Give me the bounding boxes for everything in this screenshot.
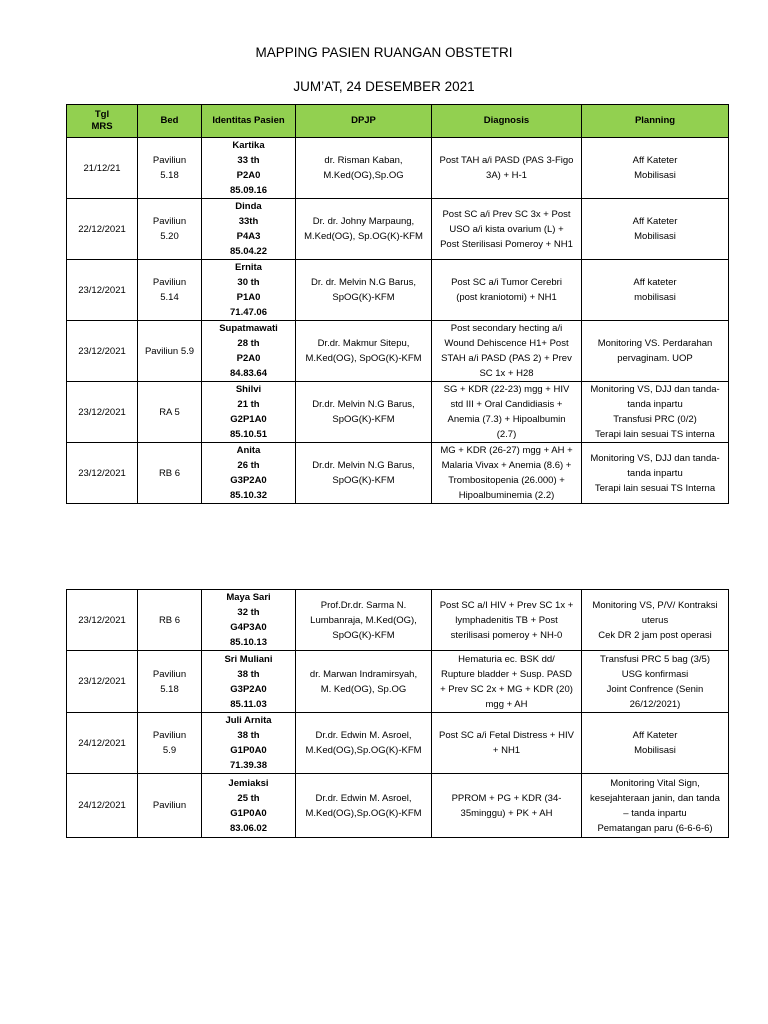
patient-age: 26 th <box>237 460 260 471</box>
cell-planning: Aff Kateter Mobilisasi <box>582 713 729 774</box>
cell-tgl-mrs: 23/12/2021 <box>67 651 138 713</box>
patient-name: Supatmawati <box>219 323 278 334</box>
cell-planning: Monitoring VS, P/V/ Kontraksi uterus Cek DR 2 jam post operasi <box>582 590 729 651</box>
cell-identitas-pasien <box>202 590 296 651</box>
cell-bed: Paviliun <box>138 774 202 838</box>
cell-dpjp: dr. Risman Kaban, M.Ked(OG),Sp.OG <box>296 138 432 199</box>
cell-dpjp: Dr.dr. Melvin N.G Barus, SpOG(K)-KFM <box>296 443 432 504</box>
patient-name: Kartika <box>232 140 265 151</box>
cell-dpjp: Dr.dr. Edwin M. Asroel, M.Ked(OG),Sp.OG(K)-KFM <box>296 713 432 774</box>
patient-name: Juli Arnita <box>225 715 272 726</box>
cell-identitas-pasien <box>202 260 296 321</box>
cell-diagnosis: Post SC a/I HIV + Prev SC 1x + lymphadenitis TB + Post sterilisasi pomeroy + NH-0 <box>432 590 582 651</box>
cell-tgl-mrs: 23/12/2021 <box>67 443 138 504</box>
patient-age: 28 th <box>237 338 260 349</box>
cell-bed: Paviliun 5.9 <box>138 321 202 382</box>
patient-age: 32 th <box>237 607 260 618</box>
table-row <box>67 199 729 260</box>
patient-obstetric-status: P1A0 <box>236 292 261 303</box>
cell-diagnosis: MG + KDR (26-27) mgg + AH + Malaria Vivax + Anemia (8.6) + Trombositopenia (26.000) + Hipoalbuminemia (2.2) <box>432 443 582 504</box>
cell-tgl-mrs: 24/12/2021 <box>67 713 138 774</box>
patient-record-number: 71.39.38 <box>230 760 267 771</box>
cell-tgl-mrs: 23/12/2021 <box>67 382 138 443</box>
cell-identitas-pasien <box>202 138 296 199</box>
cell-planning: Monitoring VS, DJJ dan tanda- tanda inpartu Transfusi PRC (0/2) Terapi lain sesuai TS interna <box>582 382 729 443</box>
patient-age: 33th <box>238 216 259 227</box>
table-row <box>67 590 729 651</box>
patient-table-1 <box>66 104 729 504</box>
cell-bed: Paviliun 5.20 <box>138 199 202 260</box>
cell-planning: Transfusi PRC 5 bag (3/5) USG konfirmasi Joint Confrence (Senin 26/12/2021) <box>582 651 729 713</box>
patient-record-number: 85.10.51 <box>230 429 267 440</box>
table-row <box>67 382 729 443</box>
patient-record-number: 85.04.22 <box>230 246 267 257</box>
col-header-bed: Bed <box>138 105 202 138</box>
patient-name: Dinda <box>235 201 262 212</box>
patient-record-number: 85.11.03 <box>230 698 267 710</box>
cell-diagnosis: Post secondary hecting a/i Wound Dehiscence H1+ Post STAH a/i PASD (PAS 2) + Prev SC 1x + H28 <box>432 321 582 382</box>
cell-diagnosis: PPROM + PG + KDR (34- 35minggu) + PK + AH <box>432 774 582 838</box>
cell-planning: Aff Kateter Mobilisasi <box>582 138 729 199</box>
cell-tgl-mrs: 22/12/2021 <box>67 199 138 260</box>
cell-identitas-pasien <box>202 199 296 260</box>
cell-planning: Aff Kateter Mobilisasi <box>582 199 729 260</box>
cell-planning: Aff kateter mobilisasi <box>582 260 729 321</box>
patient-age: 38 th <box>237 668 260 680</box>
patient-obstetric-status: P2A0 <box>236 170 261 181</box>
cell-identitas-pasien <box>202 321 296 382</box>
patient-record-number: 85.10.13 <box>230 637 267 648</box>
cell-dpjp: dr. Marwan Indramirsyah, M. Ked(OG), Sp.OG <box>296 651 432 713</box>
col-header-identitas: Identitas Pasien <box>202 105 296 138</box>
cell-diagnosis: Post SC a/i Tumor Cerebri (post kraniotomi) + NH1 <box>432 260 582 321</box>
patient-table-2 <box>66 589 729 838</box>
cell-bed: Paviliun 5.18 <box>138 651 202 713</box>
col-header-tgl: Tgl MRS <box>67 105 138 138</box>
cell-diagnosis: SG + KDR (22-23) mgg + HIV std III + Oral Candidiasis + Anemia (7.3) + Hipoalbumin (2.7) <box>432 382 582 443</box>
patient-age: 21 th <box>237 399 260 410</box>
patient-name: Anita <box>236 445 261 456</box>
cell-tgl-mrs: 21/12/21 <box>67 138 138 199</box>
table-row <box>67 713 729 774</box>
patient-age: 25 th <box>237 792 260 804</box>
table-header-row <box>67 105 729 138</box>
cell-dpjp: Dr.dr. Edwin M. Asroel, M.Ked(OG),Sp.OG(K)-KFM <box>296 774 432 838</box>
patient-age: 30 th <box>237 277 260 288</box>
cell-diagnosis: Post TAH a/i PASD (PAS 3-Figo 3A) + H-1 <box>432 138 582 199</box>
patient-record-number: 83.06.02 <box>230 822 267 834</box>
patient-name: Sri Muliani <box>224 653 273 665</box>
cell-identitas-pasien <box>202 713 296 774</box>
patient-age: 33 th <box>237 155 260 166</box>
patient-name: Maya Sari <box>226 592 271 603</box>
patient-record-number: 85.10.32 <box>230 490 267 501</box>
cell-dpjp: Prof.Dr.dr. Sarma N. Lumbanraja, M.Ked(OG), SpOG(K)-KFM <box>296 590 432 651</box>
cell-diagnosis: Hematuria ec. BSK dd/ Rupture bladder + Susp. PASD + Prev SC 2x + MG + KDR (20) mgg + AH <box>432 651 582 713</box>
cell-tgl-mrs: 23/12/2021 <box>67 321 138 382</box>
patient-obstetric-status: G4P3A0 <box>230 622 267 633</box>
cell-bed: RB 6 <box>138 443 202 504</box>
cell-tgl-mrs: 23/12/2021 <box>67 260 138 321</box>
cell-dpjp: Dr.dr. Melvin N.G Barus, SpOG(K)-KFM <box>296 382 432 443</box>
cell-tgl-mrs: 24/12/2021 <box>67 774 138 838</box>
patient-age: 38 th <box>237 730 260 741</box>
patient-record-number: 85.09.16 <box>230 185 267 196</box>
cell-identitas-pasien <box>202 774 296 838</box>
col-header-dpjp: DPJP <box>296 105 432 138</box>
cell-bed: Paviliun 5.9 <box>138 713 202 774</box>
cell-planning: Monitoring VS. Perdarahan pervaginam. UOP <box>582 321 729 382</box>
table-row <box>67 774 729 838</box>
patient-record-number: 71.47.06 <box>230 307 267 318</box>
cell-identitas-pasien <box>202 443 296 504</box>
cell-bed: Paviliun 5.14 <box>138 260 202 321</box>
cell-bed: RB 6 <box>138 590 202 651</box>
patient-obstetric-status: P2A0 <box>236 353 261 364</box>
cell-diagnosis: Post SC a/i Prev SC 3x + Post USO a/i kista ovarium (L) + Post Sterilisasi Pomeroy + NH1 <box>432 199 582 260</box>
patient-name: Jemiaksi <box>228 777 269 789</box>
table-row <box>67 138 729 199</box>
table-row <box>67 651 729 713</box>
page-title: MAPPING PASIEN RUANGAN OBSTETRI <box>255 45 513 60</box>
cell-tgl-mrs: 23/12/2021 <box>67 590 138 651</box>
patient-obstetric-status: G1P0A0 <box>230 745 267 756</box>
patient-name: Ernita <box>235 262 262 273</box>
cell-bed: Paviliun 5.18 <box>138 138 202 199</box>
cell-diagnosis: Post SC a/i Fetal Distress + HIV + NH1 <box>432 713 582 774</box>
cell-identitas-pasien <box>202 651 296 713</box>
patient-obstetric-status: G3P2A0 <box>230 475 267 486</box>
patient-record-number: 84.83.64 <box>230 368 267 379</box>
cell-planning: Monitoring VS, DJJ dan tanda- tanda inpartu Terapi lain sesuai TS Interna <box>582 443 729 504</box>
page-date: JUM’AT, 24 DESEMBER 2021 <box>293 79 475 94</box>
cell-dpjp: Dr.dr. Makmur Sitepu, M.Ked(OG), SpOG(K)-KFM <box>296 321 432 382</box>
table-row <box>67 321 729 382</box>
cell-dpjp: Dr. dr. Johny Marpaung, M.Ked(OG), Sp.OG(K)-KFM <box>296 199 432 260</box>
col-header-diagnosis: Diagnosis <box>432 105 582 138</box>
patient-obstetric-status: G2P1A0 <box>230 414 267 425</box>
patient-obstetric-status: P4A3 <box>236 231 261 242</box>
table-row <box>67 443 729 504</box>
patient-name: Shilvi <box>235 384 262 395</box>
cell-identitas-pasien <box>202 382 296 443</box>
cell-planning: Monitoring Vital Sign, kesejahteraan janin, dan tanda – tanda inpartu Pematangan paru (6-6-6-6) <box>582 774 729 838</box>
cell-bed: RA 5 <box>138 382 202 443</box>
patient-obstetric-status: G3P2A0 <box>230 683 267 695</box>
cell-dpjp: Dr. dr. Melvin N.G Barus, SpOG(K)-KFM <box>296 260 432 321</box>
patient-obstetric-status: G1P0A0 <box>230 807 267 819</box>
col-header-planning: Planning <box>582 105 729 138</box>
table-row <box>67 260 729 321</box>
